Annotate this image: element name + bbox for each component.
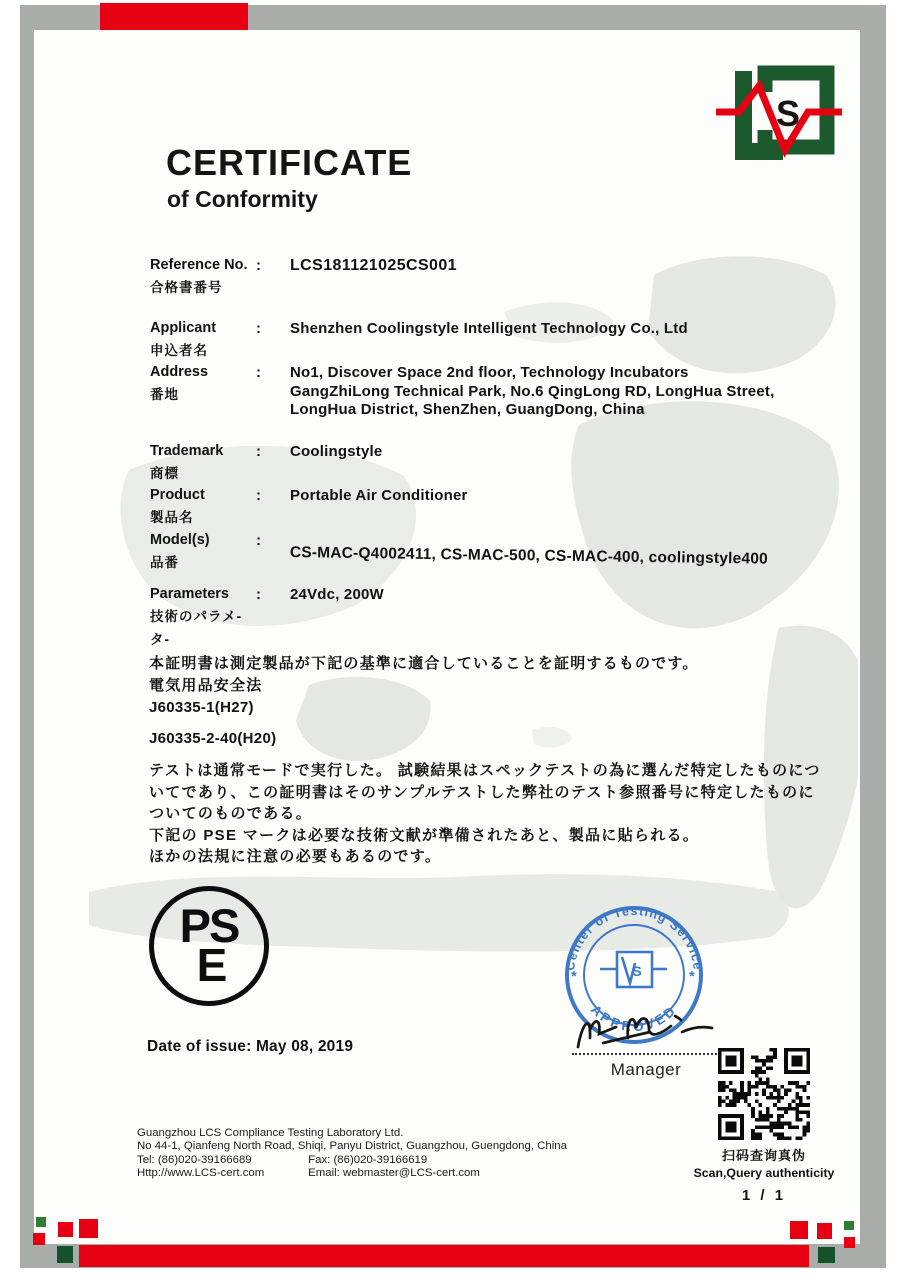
decor-square-red-right-small — [844, 1237, 855, 1248]
decor-square-red-right-large — [790, 1221, 808, 1239]
statement-line: 本証明書は測定製品が下記の基準に適合していることを証明するものです。 — [149, 655, 699, 672]
date-of-issue: Date of issue: May 08, 2019 — [147, 1038, 354, 1055]
notes-line: 下記の PSE マークは必要な技術文献が準備されたあと、製品に貼られる。 — [149, 826, 700, 844]
standard-ref-2: J60335-2-40(H20) — [149, 730, 277, 747]
field-label: Applicant 申込者名 — [150, 320, 217, 358]
decor-square-darkgreen-right — [818, 1247, 835, 1263]
notes-line: ついてのものである。 — [149, 805, 313, 822]
field-label: Address 番地 — [150, 364, 209, 402]
footer-contact-line1 — [137, 1154, 697, 1167]
field-value-reference: LCS181121025CS001 — [290, 257, 457, 274]
field-label: Model(s) 品番 — [150, 532, 210, 570]
colon: : — [256, 443, 261, 460]
lcs-logo — [712, 62, 847, 167]
footer-tel: Tel: (86)020-39166689 — [137, 1153, 252, 1166]
stamp-center-letter: S — [632, 963, 642, 979]
notes-line: いてであり、この証明書はそのサンプルテストした弊社のテスト参照番号に特定したものに — [149, 783, 815, 801]
notes-line: テストは通常モードで実行した。 試験結果はスペックテストの為に選んだ特定したものにつ — [149, 762, 821, 779]
pse-mark: PS E — [149, 886, 269, 1006]
bottom-red-accent-bar — [79, 1245, 809, 1267]
test-notes — [149, 760, 879, 868]
decor-square-green-right — [844, 1221, 854, 1230]
field-value-trademark: Coolingstyle — [290, 443, 383, 460]
manager-label: Manager — [610, 1060, 682, 1079]
stamp-approved-text: APPROVED — [588, 1001, 680, 1035]
field-value-models: CS-MAC-Q4002411, CS-MAC-500, CS-MAC-400, coolingstyle400 — [289, 544, 769, 568]
scan-border-right — [860, 5, 886, 1268]
field-value-product: Portable Air Conditioner — [290, 487, 468, 504]
svg-text:Center of Testing Service — [563, 904, 705, 971]
page-number: 1 / 1 — [741, 1187, 787, 1204]
field-row-parameters — [150, 586, 860, 646]
decor-square-darkgreen-left — [57, 1246, 73, 1263]
decor-square-red-left-small — [33, 1233, 45, 1245]
qr-code — [718, 1048, 810, 1140]
footer — [137, 1127, 697, 1181]
footer-email: Email: webmaster@LCS-cert.com — [308, 1167, 480, 1180]
stamp-star-right: * — [689, 968, 695, 985]
field-value-applicant: Shenzhen Coolingstyle Intelligent Technology Co., Ltd — [290, 320, 688, 337]
standard-ref-1: J60335-1(H27) — [149, 699, 254, 716]
field-value-address: No1, Discover Space 2nd floor, Technology Incubators GangZhiLong Technical Park, No.6 QingLong RD, LongHua Street, LongHua District, ShenZhen, GuangDong, China — [290, 364, 775, 418]
decor-square-red-left-large — [79, 1219, 98, 1238]
colon: : — [256, 487, 261, 504]
field-row-models — [150, 532, 860, 592]
certificate-title: CERTIFICATE — [166, 142, 413, 183]
stamp-arc-top-text: Center of Testing Service — [563, 903, 705, 972]
field-value-parameters: 24Vdc, 200W — [290, 586, 384, 603]
field-label: Parameters 技術のパラメ- タ- — [150, 586, 243, 647]
field-label: Trademark 商標 — [150, 443, 224, 481]
decor-square-red-right-mid — [817, 1223, 832, 1239]
colon: : — [256, 320, 261, 337]
qr-caption-en: Scan,Query authenticity — [693, 1166, 835, 1180]
statement-line: 電気用品安全法 — [149, 677, 263, 694]
decor-square-red-left-mid — [58, 1222, 73, 1237]
decor-square-green-left — [36, 1217, 46, 1227]
stamp-star-left: * — [571, 968, 577, 985]
field-row-address — [150, 364, 860, 424]
field-label: Reference No. 合格書番号 — [150, 257, 248, 295]
colon: : — [256, 257, 261, 274]
scan-border-left — [20, 5, 34, 1268]
conformity-statement — [149, 653, 869, 750]
top-red-accent-bar — [100, 3, 248, 30]
footer-address: No 44-1, Qianfeng North Road, Shiqi, Panyu District, Guangzhou, Guengdong, China — [137, 1140, 567, 1153]
footer-contact-line2 — [137, 1167, 697, 1180]
footer-company: Guangzhou LCS Compliance Testing Laboratory Ltd. — [137, 1127, 404, 1139]
colon: : — [256, 532, 261, 549]
colon: : — [256, 586, 261, 603]
qr-caption-cn: 扫码查询真伪 — [721, 1148, 806, 1163]
notes-line: ほかの法規に注意の必要もあるのです。 — [149, 848, 442, 865]
lcs-logo-letter: S — [775, 93, 801, 134]
certificate-subtitle: of Conformity — [167, 186, 318, 212]
footer-website: Http://www.LCS-cert.com — [137, 1167, 265, 1180]
field-label: Product 製品名 — [150, 487, 205, 525]
colon: : — [256, 364, 261, 381]
footer-fax: Fax: (86)020-39166619 — [308, 1153, 428, 1166]
qr-block — [688, 1048, 840, 1204]
field-row-reference — [150, 257, 860, 317]
